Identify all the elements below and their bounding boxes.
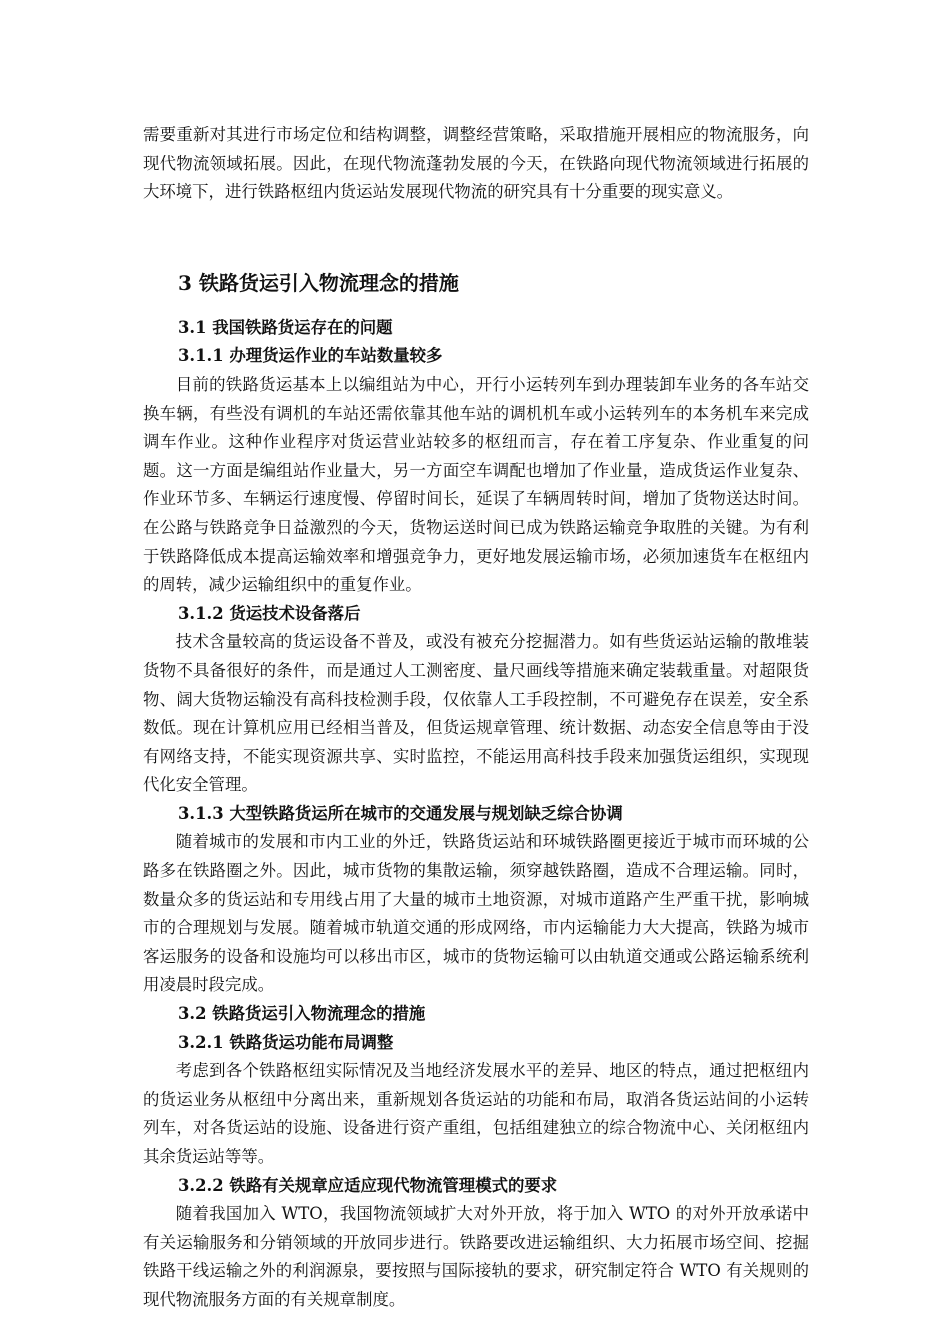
section-3-1-3-heading: 3.1.3 大型铁路货运所在城市的交通发展与规划缺乏综合协调 (178, 803, 623, 823)
intro-paragraph: 需要重新对其进行市场定位和结构调整，调整经营策略，采取措施开展相应的物流服务，向现代物流领域拓展。因此，在现代物流蓬勃发展的今天，在铁路向现代物流领域进行拓展的大环境下，进行铁路枢纽内货运站发展现代物流的研究具有十分重要的现实意义。 (143, 125, 809, 202)
document-page (143, 121, 809, 1315)
section-3-1-2-heading: 3.1.2 货运技术设备落后 (178, 603, 361, 623)
section-3-2-2-body: 随着我国加入 WTO，我国物流领域扩大对外开放，将于加入 WTO 的对外开放承诺中有关运输服务和分销领域的开放同步进行。铁路要改进运输组织、大力拓展市场空间、挖掘铁路干线运输之外的利润源泉，要按照与国际接轨的要求，研究制定符合 WTO 有关规则的现代物流服务方面的有关规章制度。 (143, 1204, 809, 1309)
section-3-2-heading: 3.2 铁路货运引入物流理念的措施 (178, 1004, 426, 1024)
section-3-1-heading: 3.1 我国铁路货运存在的问题 (178, 317, 393, 337)
section-3-2-2-heading: 3.2.2 铁路有关规章应适应现代物流管理模式的要求 (178, 1175, 558, 1195)
section-3-heading: 3 铁路货运引入物流理念的措施 (178, 270, 459, 295)
section-3-1-1-body: 目前的铁路货运基本上以编组站为中心，开行小运转列车到办理装卸车业务的各车站交换车辆，有些没有调机的车站还需依靠其他车站的调机机车或小运转列车的本务机车来完成调车作业。这种作业程序对货运营业站较多的枢纽而言，存在着工序复杂、作业重复的问题。这一方面是编组站作业量大，另一方面空车调配也增加了作业量，造成货运作业复杂、作业环节多、车辆运行速度慢、停留时间长，延误了车辆周转时间，增加了货物送达时间。在公路与铁路竞争日益激烈的今天，货物运送时间已成为铁路运输竞争取胜的关键。为有利于铁路降低成本提高运输效率和增强竞争力，更好地发展运输市场，必须加速货车在枢纽内的周转，减少运输组织中的重复作业。 (143, 374, 809, 595)
section-3-1-1-heading: 3.1.1 办理货运作业的车站数量较多 (178, 346, 443, 366)
spacer (143, 207, 809, 268)
section-3-1-2-body: 技术含量较高的货运设备不普及，或没有被充分挖掘潜力。如有些货运站运输的散堆装货物不具备很好的条件，而是通过人工测密度、量尺画线等措施来确定装载重量。对超限货物、阔大货物运输没有高科技检测手段，仅依靠人工手段控制，不可避免存在误差，安全系数低。现在计算机应用已经相当普及，但货运规章管理、统计数据、动态安全信息等由于没有网络支持，不能实现资源共享、实时监控，不能运用高科技手段来加强货运组织，实现现代化安全管理。 (143, 632, 809, 795)
section-3-2-1-heading: 3.2.1 铁路货运功能布局调整 (178, 1032, 394, 1052)
section-3-2-1-body: 考虑到各个铁路枢纽实际情况及当地经济发展水平的差异、地区的特点，通过把枢纽内的货运业务从枢纽中分离出来，重新规划各货运站的功能和布局，取消各货运站间的小运转列车，对各货运站的设施、设备进行资产重组，包括组建独立的综合物流中心、关闭枢纽内其余货运站等等。 (143, 1061, 809, 1166)
section-3-1-3-body: 随着城市的发展和市内工业的外迁，铁路货运站和环城铁路圈更接近于城市而环城的公路多在铁路圈之外。因此，城市货物的集散运输，须穿越铁路圈，造成不合理运输。同时，数量众多的货运站和专用线占用了大量的城市土地资源，对城市道路产生严重干扰，影响城市的合理规划与发展。随着城市轨道交通的形成网络，市内运输能力大大提高，铁路为城市客运服务的设备和设施均可以移出市区，城市的货物运输可以由轨道交通或公路运输系统利用凌晨时段完成。 (143, 832, 809, 995)
spacer (143, 298, 809, 314)
